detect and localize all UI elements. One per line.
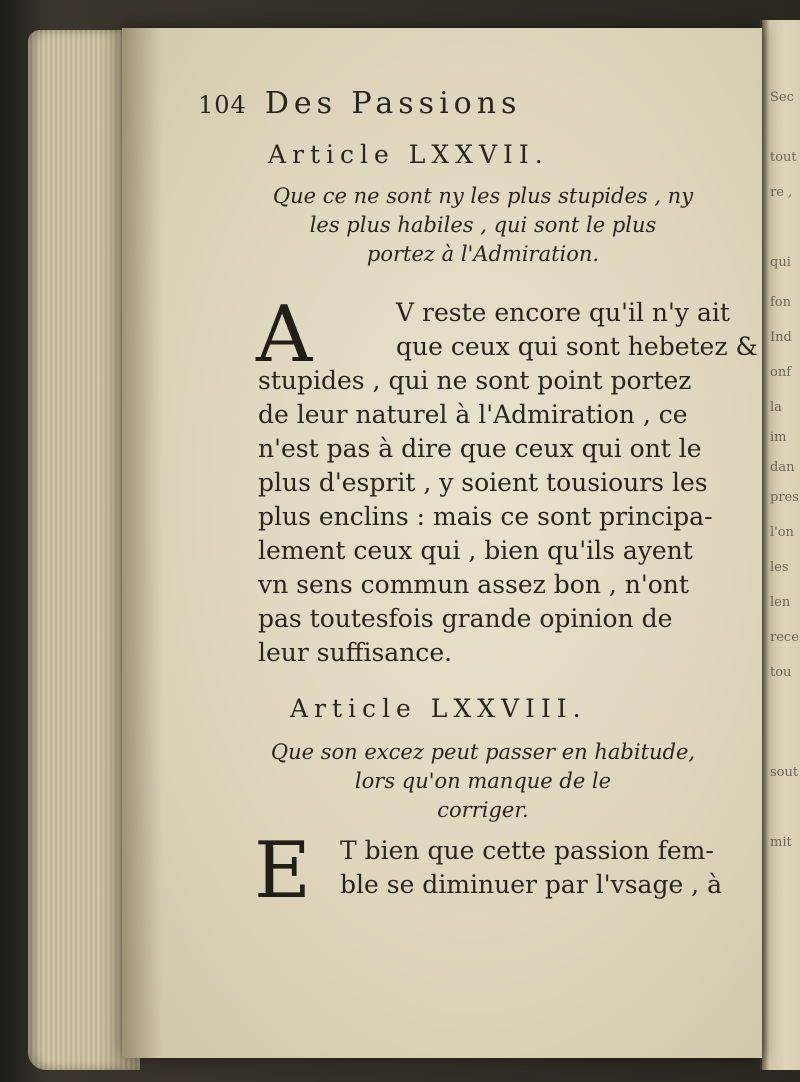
facing-fragment: tou — [770, 665, 792, 680]
running-title: Des Passions — [264, 86, 522, 121]
page-gutter-shadow — [122, 28, 162, 1058]
body-line: n'est pas à dire que ceux qui ont le — [258, 434, 702, 463]
running-head — [198, 86, 521, 121]
summary-line: Que son excez peut passer en habitude, — [270, 740, 696, 764]
body-line: T bien que cette passion fem- — [340, 836, 714, 865]
article-title: Article LXXVII. — [268, 140, 549, 169]
drop-cap: E — [254, 826, 311, 916]
facing-fragment: onf — [770, 365, 792, 380]
facing-fragment: sout — [770, 765, 799, 780]
body-line: leur suffisance. — [258, 638, 453, 667]
facing-fragment: pres — [770, 490, 799, 505]
body-line: stupides , qui ne sont point portez — [258, 366, 692, 395]
facing-page-edge — [760, 20, 800, 1070]
body-line: plus d'esprit , y soient tousiours les — [258, 468, 708, 497]
facing-fragment: les — [770, 560, 789, 575]
facing-fragment: im — [770, 430, 787, 445]
facing-fragment: tout — [770, 150, 797, 165]
facing-fragment: re , — [770, 185, 793, 200]
facing-fragment: qui — [770, 255, 791, 270]
summary-line: Que ce ne sont ny les plus stupides , ny — [272, 184, 694, 208]
facing-fragment: mit — [770, 835, 792, 850]
facing-fragment: Sec — [770, 90, 794, 105]
facing-fragment: l'on — [770, 525, 794, 540]
body-line: V reste encore qu'il n'y ait — [396, 298, 730, 327]
body-line: lement ceux qui , bien qu'ils ayent — [258, 536, 693, 565]
body-line: ble se diminuer par l'vsage , à — [340, 870, 722, 899]
facing-fragment: fon — [770, 295, 792, 310]
body-line: que ceux qui sont hebetez & — [396, 332, 758, 361]
body-line: plus enclins : mais ce sont principa- — [258, 502, 713, 531]
facing-fragment: rece — [770, 630, 799, 645]
summary-line: portez à l'Admiration. — [366, 242, 600, 266]
article-title: Article LXXVIII. — [290, 694, 587, 723]
article-summary — [248, 738, 718, 825]
body-line: de leur naturel à l'Admiration , ce — [258, 400, 688, 429]
summary-line: les plus habiles , qui sont le plus — [309, 213, 657, 237]
page-number: 104 — [198, 91, 247, 119]
facing-fragment: la — [770, 400, 782, 415]
summary-line: lors qu'on manque de le — [354, 769, 612, 793]
facing-fragment: len — [770, 595, 791, 610]
facing-fragment: Ind — [770, 330, 792, 345]
body-line: pas toutesfois grande opinion de — [258, 604, 673, 633]
drop-cap: A — [256, 290, 313, 380]
article-summary — [258, 182, 708, 269]
facing-fragment: dan — [770, 460, 795, 475]
summary-line: corriger. — [437, 798, 529, 822]
body-line: vn sens commun assez bon , n'ont — [258, 570, 689, 599]
